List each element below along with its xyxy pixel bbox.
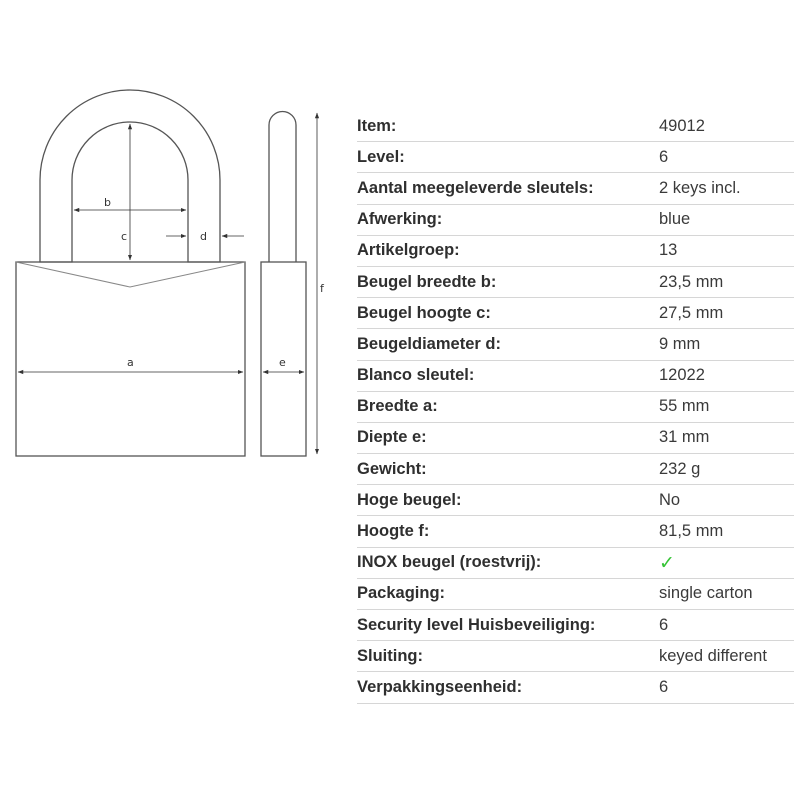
- spec-value: 232 g: [659, 454, 794, 485]
- spec-label: Item:: [357, 111, 659, 142]
- spec-label: Beugel hoogte c:: [357, 298, 659, 329]
- spec-row-height: [357, 516, 794, 547]
- spec-row-blank-key: [357, 360, 794, 391]
- spec-value: 27,5 mm: [659, 298, 794, 329]
- body-bevel-line: [16, 262, 245, 287]
- spec-label: Afwerking:: [357, 204, 659, 235]
- spec-row-packing-unit: [357, 672, 794, 703]
- spec-row-item: [357, 111, 794, 142]
- spec-row-article-group: [357, 235, 794, 266]
- spec-label: Hoogte f:: [357, 516, 659, 547]
- spec-value: blue: [659, 204, 794, 235]
- dim-a-label: a: [127, 356, 134, 369]
- specification-table: [357, 111, 794, 704]
- spec-row-width: [357, 391, 794, 422]
- spec-label: Security level Huisbeveiliging:: [357, 610, 659, 641]
- spec-label: Blanco sleutel:: [357, 360, 659, 391]
- spec-row-high-shackle: [357, 485, 794, 516]
- spec-value: keyed different: [659, 641, 794, 672]
- spec-value: single carton: [659, 578, 794, 609]
- spec-row-inox-shackle: [357, 547, 794, 578]
- spec-value: 2 keys incl.: [659, 173, 794, 204]
- spec-row-shackle-height: [357, 298, 794, 329]
- dim-b-label: b: [104, 196, 111, 209]
- dim-d-label: d: [200, 230, 207, 243]
- spec-row-finish: [357, 204, 794, 235]
- padlock-dimension-diagram: [0, 0, 345, 480]
- spec-row-depth: [357, 422, 794, 453]
- spec-label: Aantal meegeleverde sleutels:: [357, 173, 659, 204]
- spec-label: Level:: [357, 142, 659, 173]
- spec-value: No: [659, 485, 794, 516]
- spec-value: 55 mm: [659, 391, 794, 422]
- spec-label: Hoge beugel:: [357, 485, 659, 516]
- spec-row-level: [357, 142, 794, 173]
- spec-label: Artikelgroep:: [357, 235, 659, 266]
- spec-label: INOX beugel (roestvrij):: [357, 547, 659, 578]
- spec-value: 6: [659, 610, 794, 641]
- spec-value: 23,5 mm: [659, 266, 794, 297]
- spec-label: Breedte a:: [357, 391, 659, 422]
- spec-label: Gewicht:: [357, 454, 659, 485]
- spec-row-weight: [357, 454, 794, 485]
- spec-value: 9 mm: [659, 329, 794, 360]
- spec-row-security-level: [357, 610, 794, 641]
- spec-value: 31 mm: [659, 422, 794, 453]
- spec-row-packaging: [357, 578, 794, 609]
- spec-label: Diepte e:: [357, 422, 659, 453]
- dim-f-label: f: [320, 282, 324, 295]
- checkmark-icon: ✓: [659, 547, 794, 578]
- spec-label: Verpakkingseenheid:: [357, 672, 659, 703]
- spec-row-shackle-width: [357, 266, 794, 297]
- spec-label: Packaging:: [357, 578, 659, 609]
- spec-value: 6: [659, 142, 794, 173]
- spec-value: 49012: [659, 111, 794, 142]
- dim-c-label: c: [121, 230, 128, 243]
- spec-row-locking: [357, 641, 794, 672]
- spec-row-keys-included: [357, 173, 794, 204]
- spec-row-shackle-diameter: [357, 329, 794, 360]
- spec-label: Beugeldiameter d:: [357, 329, 659, 360]
- spec-value: 12022: [659, 360, 794, 391]
- spec-label: Beugel breedte b:: [357, 266, 659, 297]
- spec-value: 6: [659, 672, 794, 703]
- spec-value: 81,5 mm: [659, 516, 794, 547]
- spec-label: Sluiting:: [357, 641, 659, 672]
- spec-value: 13: [659, 235, 794, 266]
- shackle-side: [269, 112, 296, 263]
- dim-e-label: e: [279, 356, 286, 369]
